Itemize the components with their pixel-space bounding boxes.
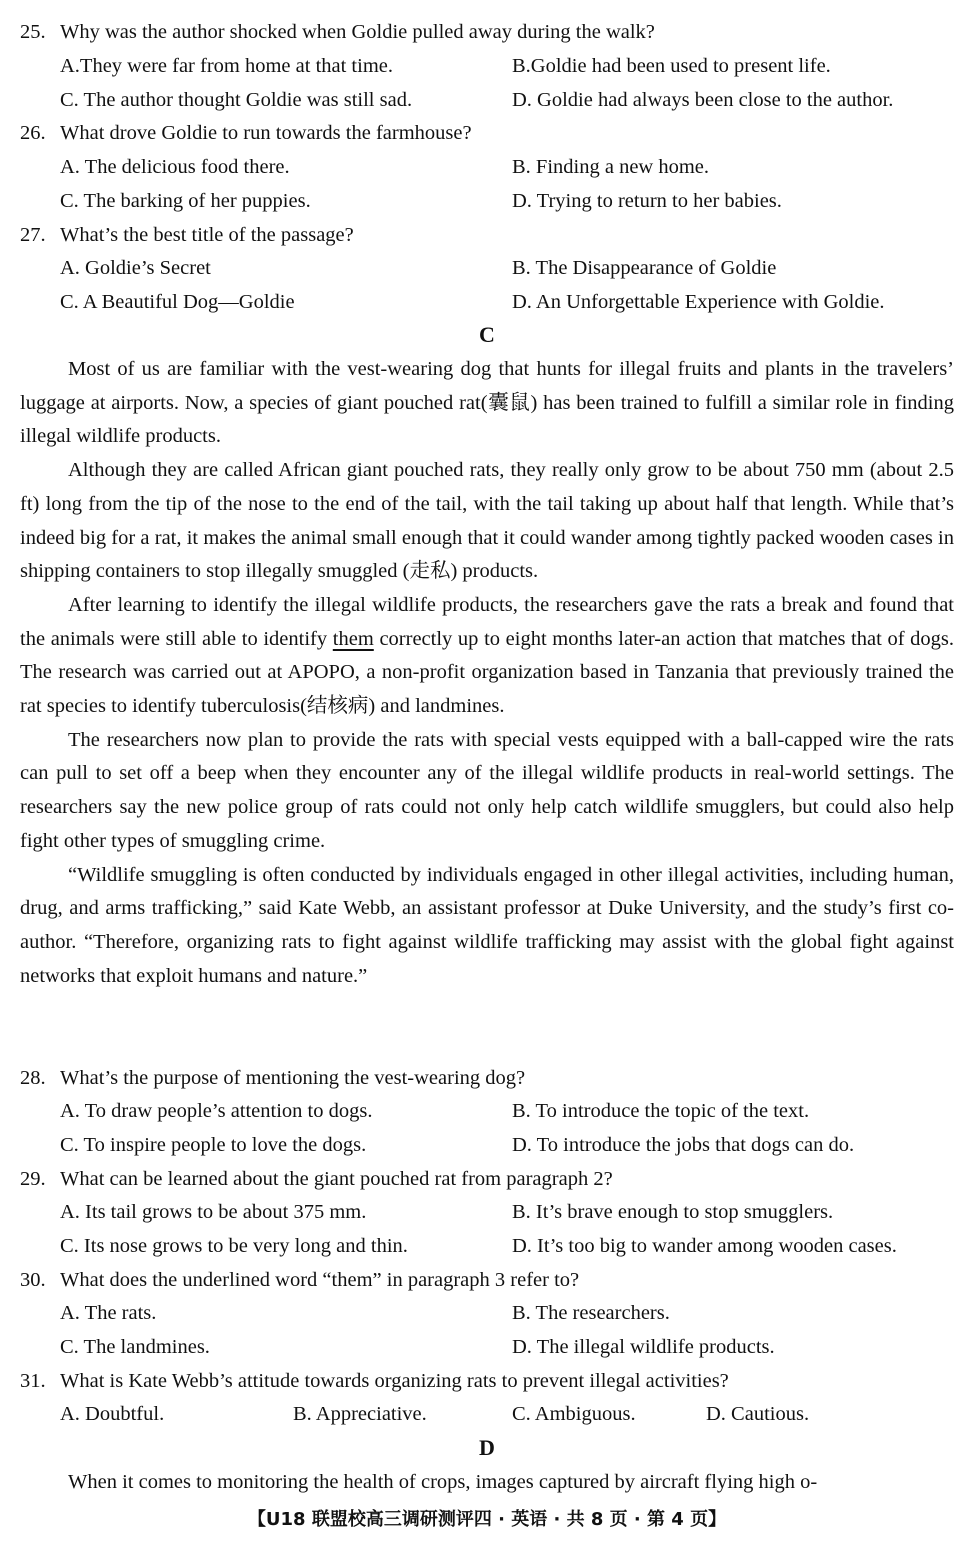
- question-number: 26.: [20, 122, 46, 144]
- option-b: B. The Disappearance of Goldie: [512, 257, 777, 279]
- paragraph-4: The researchers now plan to provide the rats with special vests equipped with a ball-capped wire the rats can pull to set off a beep when they encounter any of the illegal wildlife products in real-world settings. The researchers say the new police group of rats could not only help catch wildlife smugglers, but could also help fight other types of smuggling crime.: [20, 728, 954, 852]
- option-c: C. Ambiguous.: [512, 1403, 636, 1425]
- options-row: [20, 1095, 956, 1127]
- paragraph-3-part-1: After learning to identify the illegal wildlife products, the researchers gave the rats a break and found that the animals were still able to identify: [20, 593, 954, 650]
- underlined-word: them: [332, 627, 374, 650]
- question-text: What’s the purpose of mentioning the vest-wearing dog?: [60, 1067, 526, 1089]
- paragraph-1: When it comes to monitoring the health of crops, images captured by aircraft flying high o-: [68, 1471, 818, 1493]
- question-text: What is Kate Webb’s attitude towards organizing rats to prevent illegal activities?: [60, 1370, 729, 1392]
- option-a: A. The rats.: [60, 1302, 157, 1324]
- options-row: [20, 252, 956, 284]
- question-number: 28.: [20, 1067, 46, 1089]
- option-a: A. Doubtful.: [60, 1403, 165, 1425]
- passage-c: [20, 353, 954, 993]
- option-a: A. To draw people’s attention to dogs.: [60, 1100, 373, 1122]
- option-c: C. The author thought Goldie was still sad.: [60, 89, 413, 111]
- option-d: D. It’s too big to wander among wooden cases.: [512, 1235, 897, 1257]
- paragraph-3: [20, 589, 954, 724]
- option-b: B. To introduce the topic of the text.: [512, 1100, 810, 1122]
- option-b: B. Finding a new home.: [512, 156, 710, 178]
- question-number: 30.: [20, 1269, 46, 1291]
- question-number: 29.: [20, 1168, 46, 1190]
- option-d: D. The illegal wildlife products.: [512, 1336, 775, 1358]
- option-b: B. Appreciative.: [293, 1403, 427, 1425]
- passage-d: [20, 1466, 954, 1500]
- question-text: What drove Goldie to run towards the farmhouse?: [60, 122, 472, 144]
- option-b: B. The researchers.: [512, 1302, 670, 1324]
- question-28: [20, 1062, 956, 1094]
- options-row: [20, 1398, 956, 1430]
- options-row: [20, 1297, 956, 1329]
- question-31: [20, 1365, 956, 1397]
- question-number: 25.: [20, 21, 46, 43]
- question-30: [20, 1264, 956, 1296]
- question-number: 31.: [20, 1370, 46, 1392]
- question-25: [20, 16, 956, 48]
- option-a: A. Its tail grows to be about 375 mm.: [60, 1201, 367, 1223]
- options-row: [20, 84, 956, 116]
- option-a: A.They were far from home at that time.: [60, 55, 393, 77]
- question-number: 27.: [20, 224, 46, 246]
- option-c: C. A Beautiful Dog—Goldie: [60, 291, 295, 313]
- option-c: C. To inspire people to love the dogs.: [60, 1134, 367, 1156]
- question-27: [20, 219, 956, 251]
- option-d: D. An Unforgettable Experience with Goldie.: [512, 291, 885, 313]
- option-c: C. The landmines.: [60, 1336, 210, 1358]
- question-29: [20, 1163, 956, 1195]
- option-a: A. The delicious food there.: [60, 156, 290, 178]
- section-heading-d: D: [479, 1435, 495, 1460]
- option-d: D. Trying to return to her babies.: [512, 190, 782, 212]
- options-row: [20, 1230, 956, 1262]
- options-row: [20, 151, 956, 183]
- options-row: [20, 50, 956, 82]
- option-d: D. To introduce the jobs that dogs can do.: [512, 1134, 855, 1156]
- page-footer: 【U18 联盟校高三调研测评四 · 英语 · 共 8 页 · 第 4 页】: [247, 1509, 727, 1530]
- options-row: [20, 1196, 956, 1228]
- option-c: C. The barking of her puppies.: [60, 190, 311, 212]
- option-d: D. Goldie had always been close to the author.: [512, 89, 894, 111]
- paragraph-5: “Wildlife smuggling is often conducted by individuals engaged in other illegal activities, including human, drug, and arms trafficking,” said Kate Webb, an assistant professor at Duke University, and the study’s first co-author. “Therefore, organizing rats to fight against wildlife trafficking may assist with the global fight against networks that exploit humans and nature.”: [20, 863, 954, 987]
- paragraph-3-part-2: correctly up to eight months later-an action that matches that of dogs. The research was carried out at APOPO, a non-profit organization based in Tanzania that previously trained the rat species to identify tuberculosis(结核病) and landmines.: [20, 627, 955, 718]
- section-heading-c: C: [479, 322, 495, 347]
- question-text: What does the underlined word “them” in paragraph 3 refer to?: [60, 1269, 580, 1291]
- option-b: B. It’s brave enough to stop smugglers.: [512, 1201, 834, 1223]
- options-row: [20, 286, 956, 318]
- question-text: What’s the best title of the passage?: [60, 224, 354, 246]
- option-d: D. Cautious.: [706, 1403, 810, 1425]
- options-row: [20, 1331, 956, 1363]
- paragraph-2: Although they are called African giant pouched rats, they really only grow to be about 750 mm (about 2.5 ft) long from the tip of the nose to the end of the tail, with the tail taking up about half that length. While that’s indeed big for a rat, it makes the animal small enough that it could wander among tightly packed wooden cases in shipping containers to stop illegally smuggled (走私) products.: [20, 459, 954, 583]
- question-26: [20, 117, 956, 149]
- question-text: Why was the author shocked when Goldie pulled away during the walk?: [60, 21, 655, 43]
- question-text: What can be learned about the giant pouched rat from paragraph 2?: [60, 1168, 613, 1190]
- option-b: B.Goldie had been used to present life.: [512, 55, 831, 77]
- option-c: C. Its nose grows to be very long and thin.: [60, 1235, 408, 1257]
- paragraph-1: Most of us are familiar with the vest-wearing dog that hunts for illegal fruits and plants in the travelers’ luggage at airports. Now, a species of giant pouched rat(囊鼠) has been trained to fulfill a similar role in finding illegal wildlife products.: [20, 358, 954, 448]
- option-a: A. Goldie’s Secret: [60, 257, 211, 279]
- options-row: [20, 1129, 956, 1161]
- options-row: [20, 185, 956, 217]
